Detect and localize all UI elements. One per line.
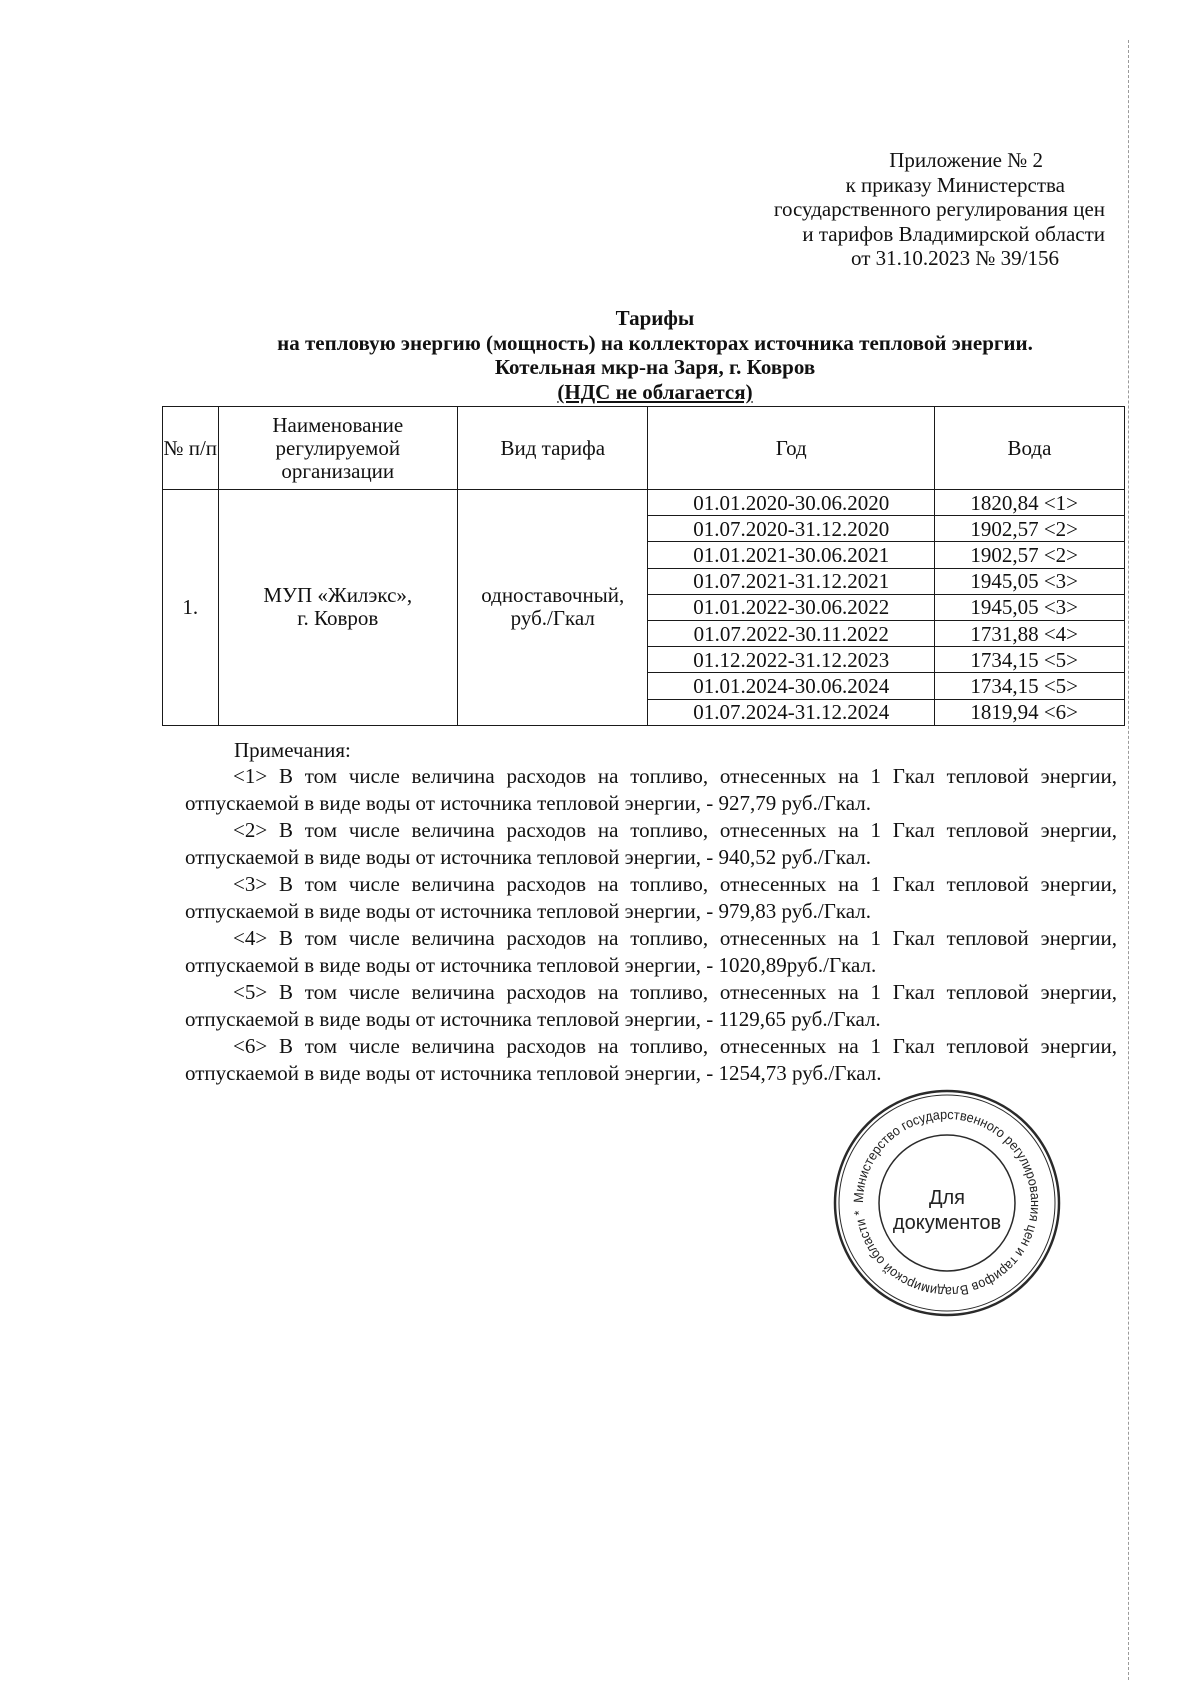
period-cell: 01.07.2024-31.12.2024: [648, 699, 935, 725]
water-value-cell: 1902,57 <2>: [934, 542, 1124, 568]
period-cell: 01.01.2021-30.06.2021: [648, 542, 935, 568]
title-line-2: на тепловую энергию (мощность) на коллекторах источника тепловой энергии.: [277, 330, 1033, 355]
note-item: <2> В том числе величина расходов на топливо, отнесенных на 1 Гкал тепловой энергии, отпускаемой в виде воды от источника тепловой энергии, - 940,52 руб./Гкал.: [185, 818, 1117, 869]
period-cell: 01.01.2020-30.06.2020: [648, 490, 935, 516]
period-cell: 01.01.2022-30.06.2022: [648, 594, 935, 620]
organization-name: МУП «Жилэкс»,: [263, 583, 413, 608]
table-row: [163, 490, 1125, 516]
period-cell: 01.12.2022-31.12.2023: [648, 647, 935, 673]
header-organization: Наименование регулируемой организации: [218, 407, 458, 490]
attachment-line-1: Приложение № 2: [889, 148, 1043, 172]
official-stamp: [832, 1088, 1062, 1318]
period-cell: 01.01.2024-30.06.2024: [648, 673, 935, 699]
organization-cell: [218, 490, 458, 726]
tariff-type-name: одноставочный,: [481, 583, 625, 608]
note-item: <1> В том числе величина расходов на топливо, отнесенных на 1 Гкал тепловой энергии, отпускаемой в виде воды от источника тепловой энергии, - 927,79 руб./Гкал.: [185, 764, 1117, 815]
water-value-cell: 1819,94 <6>: [934, 699, 1124, 725]
period-cell: 01.07.2020-31.12.2020: [648, 516, 935, 542]
tariff-type-unit: руб./Гкал: [510, 606, 595, 631]
note-item: <6> В том числе величина расходов на топливо, отнесенных на 1 Гкал тепловой энергии, отпускаемой в виде воды от источника тепловой энергии, - 1254,73 руб./Гкал.: [185, 1034, 1117, 1085]
attachment-line-2: к приказу Министерства: [845, 172, 1065, 197]
title-line-1: Тарифы: [615, 306, 695, 330]
note-item: <4> В том числе величина расходов на топливо, отнесенных на 1 Гкал тепловой энергии, отпускаемой в виде воды от источника тепловой энергии, - 1020,89руб./Гкал.: [185, 926, 1117, 977]
attachment-line-3: государственного регулирования цен: [773, 197, 1105, 222]
attachment-header: [735, 148, 1105, 271]
period-cell: 01.07.2021-31.12.2021: [648, 568, 935, 594]
attachment-line-4: и тарифов Владимирской области: [802, 221, 1105, 246]
tariff-table: [162, 406, 1125, 726]
note-item: <5> В том числе величина расходов на топливо, отнесенных на 1 Гкал тепловой энергии, отпускаемой в виде воды от источника тепловой энергии, - 1129,65 руб./Гкал.: [185, 980, 1117, 1031]
water-value-cell: 1731,88 <4>: [934, 620, 1124, 646]
title-vat-note: (НДС не облагается): [557, 379, 753, 404]
tariff-type-cell: [458, 490, 648, 726]
notes-label: Примечания:: [234, 738, 351, 762]
stamp-ring-textpath: Министерство государственного регулирования цен и тарифов Владимирской области *: [850, 1106, 1044, 1300]
header-year: Год: [648, 407, 935, 490]
header-tariff-type: Вид тарифа: [458, 407, 648, 490]
water-value-cell: 1734,15 <5>: [934, 647, 1124, 673]
scan-edge-line: [1128, 40, 1129, 1680]
table-header-row: [163, 407, 1125, 490]
period-cell: 01.07.2022-30.11.2022: [648, 620, 935, 646]
water-value-cell: 1945,05 <3>: [934, 568, 1124, 594]
attachment-line-5: от 31.10.2023 № 39/156: [850, 246, 1059, 271]
document-title: [160, 306, 1150, 404]
water-value-cell: 1945,05 <3>: [934, 594, 1124, 620]
title-line-3: Котельная мкр-на Заря, г. Ковров: [494, 355, 816, 380]
header-water: Вода: [934, 407, 1124, 490]
header-number: № п/п: [163, 407, 219, 490]
water-value-cell: 1820,84 <1>: [934, 490, 1124, 516]
stamp-center-text: [832, 1186, 1062, 1236]
stamp-center-line-2: документов: [892, 1212, 1002, 1234]
water-value-cell: 1734,15 <5>: [934, 673, 1124, 699]
row-number-cell: 1.: [163, 490, 219, 726]
organization-city: г. Ковров: [297, 606, 379, 631]
stamp-center-line-1: Для: [928, 1187, 966, 1209]
note-item: <3> В том числе величина расходов на топливо, отнесенных на 1 Гкал тепловой энергии, отпускаемой в виде воды от источника тепловой энергии, - 979,83 руб./Гкал.: [185, 872, 1117, 923]
notes-list: [185, 763, 1117, 1087]
water-value-cell: 1902,57 <2>: [934, 516, 1124, 542]
